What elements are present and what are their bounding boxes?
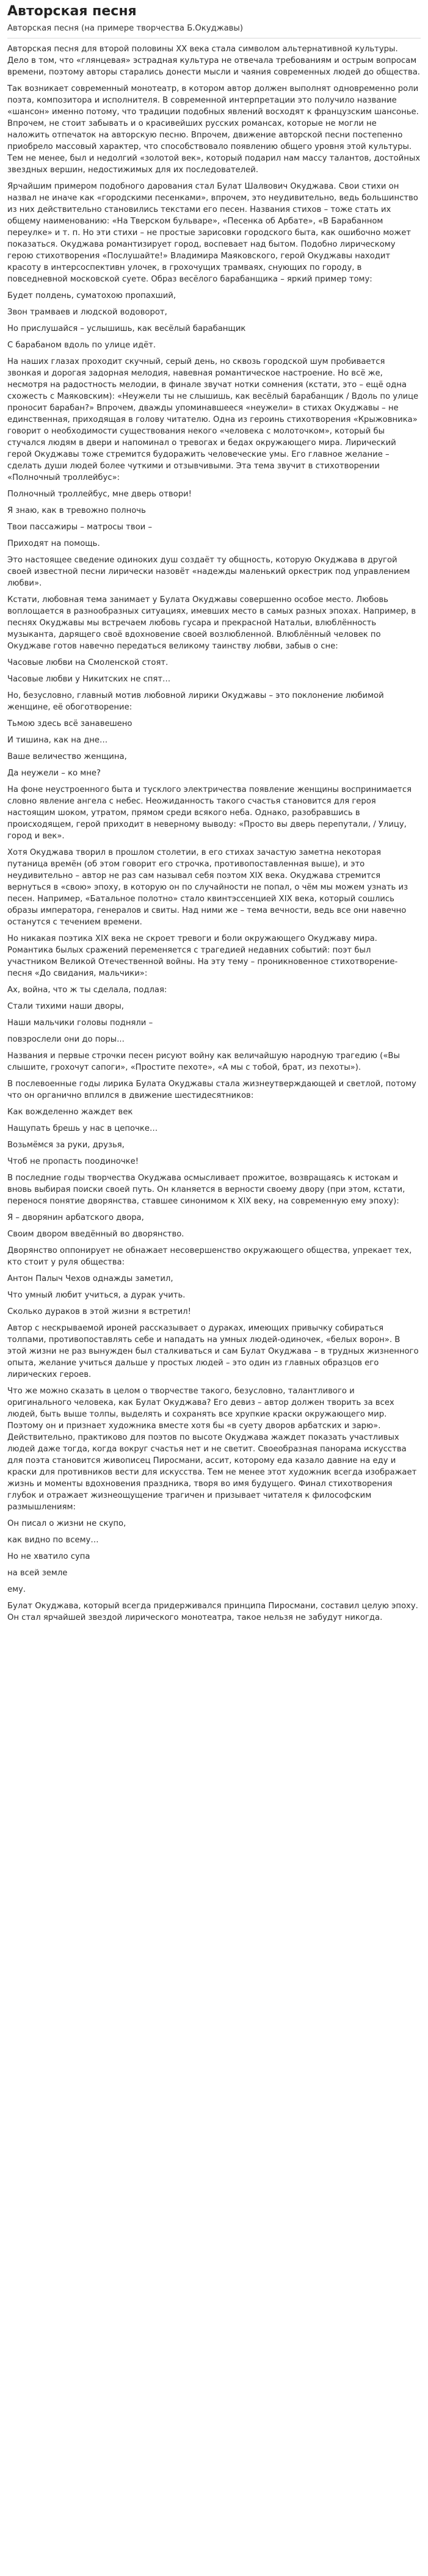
- paragraph: Но, безусловно, главный мотив любовной лирики Окуджавы – это поклонение любимой женщине, её обоготворение:: [7, 691, 384, 712]
- paragraph: Будет полдень, суматохою пропахший,: [7, 291, 176, 300]
- paragraph: Ах, война, что ж ты сделала, подлая:: [7, 985, 167, 995]
- paragraph: В послевоенные годы лирика Булата Окуджавы стала жизнеутверждающей и светлой, потому что он органично вплился в движение шестидесятников:: [7, 1079, 416, 1100]
- paragraph: как видно по всему…: [7, 1536, 99, 1545]
- paragraph: Часовые любви на Смоленской стоят.: [7, 658, 169, 667]
- paragraph: И тишина, как на дне…: [7, 736, 108, 745]
- paragraph: Полночный троллейбус, мне дверь отвори!: [7, 490, 192, 499]
- paragraph: Булат Окуджава, который всегда придерживался принципа Пиросмани, составил целую эпоху. Он стал ярчайшей звездой лирического монотеатра, такое нельзя не забудут никогда.: [7, 1602, 418, 1622]
- paragraph: Но не хватило супа: [7, 1552, 90, 1561]
- paragraph: Приходят на помощь.: [7, 539, 100, 548]
- paragraph: Дворянство оппонирует не обнажает несовершенство окружающего общества, упрекает тех, кто стоит у руля общества:: [7, 1246, 412, 1267]
- paragraph: Звон трамваев и людской водоворот,: [7, 308, 167, 317]
- paragraph: Стали тихими наши дворы,: [7, 1002, 124, 1011]
- paragraph: Автор с нескрываемой ироней рассказывает о дураках, имеющих привычку собираться толпами, противопоставлять себе и нападать на умных людей-одиночек, «белых ворон». В этой жизни не раз вынужден был сталкиваться и сам Булат Окуджава – в трудных жизненного опыта, желание учиться дальше у простых людей – это один из главных образцов его лирических героев.: [7, 1324, 419, 1379]
- paragraph: В последние годы творчества Окуджава осмысливает прожитое, возвращаясь к истокам и вновь выбирая поиски своей путь. Он кланяется в верности своему двору (при этом, кстати, перенося понятие дворянства, ставшее синонимом к XIX веку, на современную ему эпоху):: [7, 1174, 405, 1206]
- paragraph: Названия и первые строчки песен рисуют войну как величайшую народную трагедию («Вы слышите, грохочут сапоги», «Простите пехоте», «А мы с тобой, брат, из пехоты»).: [7, 1051, 400, 1072]
- article-body: [7, 43, 421, 1624]
- paragraph: на всей земле: [7, 1569, 68, 1578]
- paragraph: Возьмёмся за руки, друзья,: [7, 1141, 125, 1150]
- paragraph: Так возникает современный монотеатр, в котором автор должен выполнят одновременно роли поэта, композитора и исполнителя. В современной интерпретации это получило название «шансон» именно потому, что традиции подобных явлений восходят к французским шансонье. Впрочем, не стоит забывать и о красивейших русских романсах, которые не могли не наложить отпечаток на авторскую песню. Впрочем, движение авторской песни постепенно приобрело массовый характер, что способствовало появлению общего уровня этой культуры. Тем не менее, был и недолгий «золотой век», который подарил нам массу талантов, достойных звездных вершин, недостижимых для их последователей.: [7, 84, 421, 175]
- paragraph: Своим двором введённый во дворянство.: [7, 1230, 184, 1239]
- paragraph: повзрослели они до поры...: [7, 1035, 125, 1044]
- paragraph: Чтоб не пропасть поодиночке!: [7, 1157, 139, 1166]
- paragraph: Это настоящее сведение одиноких душ создаёт ту общность, которую Окуджава в другой своей известной песни лирически назовёт «надежды маленький оркестрик под управлением любви».: [7, 556, 410, 588]
- paragraph: На фоне неустроенного быта и тусклого электричества появление женщины воспринимается словно явление ангела с небес. Неожиданность такого счастья становится для героя настоящим шоком, утратом, прямом среди всякого неба. Однако, разобравшись в происходящем, герой приходит в неверному выводу: «Просто вы дверь перепутали, / Улицу, город и век».: [7, 785, 412, 841]
- paragraph: Да неужели – ко мне?: [7, 769, 101, 778]
- paragraph: С барабаном вдоль по улице идёт.: [7, 341, 156, 350]
- paragraph: Хотя Окуджава творил в прошлом столетии, в его стихах зачастую заметна некоторая путаница времён (об этом говорит его строчка, противопоставленная выше), и это неудивительно – автор не раз сам называл себя поэтом XIX века. Окуджава стремится вернуться в «свою» эпоху, в которую он по случайности не попал, о чём мы можем узнать из песен. Например, «Батальное полотно» стало квинтэссенцией XIX века, который сошлись образы императора, генералов и свиты. Над ними же – тема вечности, ведь все они навечно останутся с течением времени.: [7, 848, 408, 927]
- paragraph: Тьмою здесь всё занавешено: [7, 719, 132, 728]
- paragraph: Но прислушайся – услышишь, как весёлый барабанщик: [7, 324, 246, 333]
- paragraph: Авторская песня для второй половины ХХ века стала символом альтернативной культуры. Дело в том, что «глянцевая» эстрадная культура не отвечала требованиям и острым вопросам времени, поэтому авторы старались донести мысли и чаяния современных людей до общества.: [7, 45, 420, 77]
- paragraph: ему.: [7, 1585, 26, 1594]
- paragraph: Он писал о жизни не скупо,: [7, 1519, 126, 1528]
- paragraph: Наши мальчики головы подняли –: [7, 1018, 153, 1028]
- paragraph: Нащупать брешь у нас в цепочке…: [7, 1124, 158, 1133]
- paragraph: Твои пассажиры – матросы твои –: [7, 523, 153, 532]
- paragraph: На наших глазах проходит скучный, серый день, но сквозь городской шум пробивается звонкая и дорогая задорная мелодия, навевная романтическое настроение. Но всё же, несмотря на радостность мелодии, в финале звучат нотки сомнения (кстати, это – ещё одна схожесть с Маяковским): «Неужели ты не слышишь, как весёлый барабанщик / Вдоль по улице проносит барабан?» Впрочем, дважды упоминавшееся «неужели» в стихах Окуджавы – не единственная, приходящая в голову читателю. Одна из героинь стихотворения «Крыжовника» говорит о необходимости существования некого «человека с молоточком», который бы стучался людям в двери и напоминал о тревогах и бедах окружающего мира. Лирический герой Окуджавы тоже стремится будоражить человеческие умы. Его главное желание – сделать души людей более чуткими и отзывчивыми. Эта тема звучит в стихотворении «Полночный троллейбус»:: [7, 357, 419, 482]
- subtitle: Авторская песня (на примере творчества Б.Окуджавы): [7, 24, 243, 33]
- paragraph: Ваше величество женщина,: [7, 752, 127, 761]
- paragraph: Я знаю, как в тревожно полночь: [7, 506, 146, 515]
- paragraph: Кстати, любовная тема занимает у Булата Окуджавы совершенно особое место. Любовь воплощается в разнообразных ситуациях, имевших место в самых разных эпохах. Например, в песнях Окуджавы мы встречаем любовь гусара и прекрасной Натальи, влюблённость музыканта, дарящего своё вдохновение своей возлюбленной. Влюблённый человек по Окуджаве готов навечно передаться великому таинству любви, забыв о сне:: [7, 595, 416, 651]
- paragraph: Как вожделенно жаждет век: [7, 1108, 133, 1117]
- paragraph: Часовые любви у Никитских не спят…: [7, 675, 171, 684]
- paragraph: Антон Палыч Чехов однажды заметил,: [7, 1274, 173, 1283]
- paragraph: Что же можно сказать в целом о творчестве такого, безусловно, талантливого и оригинального человека, как Булат Окуджава? Его девиз – автор должен творить за всех людей, быть выше толпы, выделять и сохранять все хрупкие краски окружающего мир. Поэтому он и признает художника вместе хотя бы «в суету дворов арбатских и зарю». Действительно, практиково для поэтов по высоте Окуджава жаждет показать участливых людей даже тогда, когда вокруг счастья нет и не светит. Своеобразная панорама искусства для поэта становится живописец Пиросмани, ассит, которому еда казало давние на еду и краски для противников вести для искусства. Тем не менее этот художник всегда изображает жизнь и моменты вдохновения праздника, творя во имя будущего. Финал стихотворения глубок и отражает жизнеощущение трагичен и призывает читателя к философским размышлениям:: [7, 1387, 417, 1512]
- paragraph: Ярчайшим примером подобного дарования стал Булат Шалвович Окуджава. Свои стихи он назвал не иначе как «городскими песенками», впрочем, это неудивительно, ведь большинство из них действительно становились текстами его песен. Названия стихов – тоже стать их общему наименованию: «На Тверском бульваре», «Песенка об Арбате», «В Барабанном переулке» и т. п. Но эти стихи – не простые зарисовки городского быта, как ошибочно может показаться. Окуджава романтизирует город, воспевает над бытом. Подобно лирическому герою стихотворения «Послушайте!» Владимира Маяковского, герой Окуджавы находит красоту в интерсоспективн улочек, в грохочущих трамваях, снующих по городу, в повседневной московской суете. Образ весёлого барабанщика – яркий пример тому:: [7, 182, 418, 284]
- paragraph: Что умный любит учиться, а дурак учить.: [7, 1291, 186, 1300]
- paragraph: Но никакая поэтика XIX века не скроет тревоги и боли окружающего Окуджаву мира. Романтика былых сражений переменяется с трагедией недавних событий: поэт был участником Великой Отечественной войны. На эту тему – проникновенное стихотворение-песня «До свидания, мальчики»:: [7, 934, 398, 978]
- paragraph: Я – дворянин арбатского двора,: [7, 1213, 144, 1222]
- paragraph: Сколько дураков в этой жизни я встретил!: [7, 1307, 191, 1316]
- page-title: Авторская песня: [7, 4, 137, 19]
